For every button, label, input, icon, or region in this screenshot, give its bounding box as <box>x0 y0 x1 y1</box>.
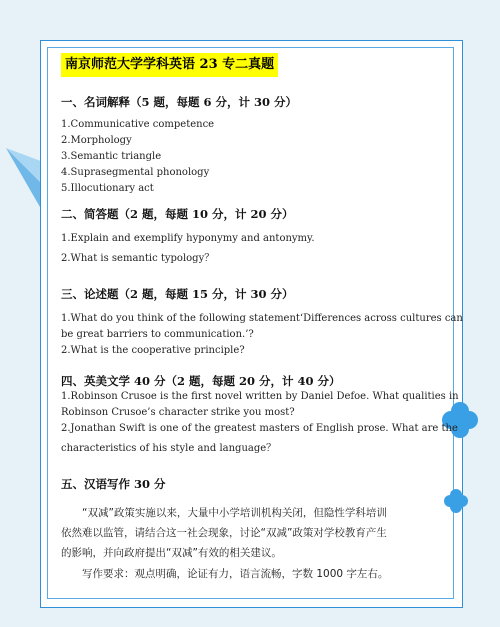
list-item: 2.What is semantic typology？ <box>61 253 215 264</box>
list-item: 4.Suprasegmental phonology <box>61 167 210 178</box>
list-item: 1.Communicative competence <box>61 119 215 130</box>
list-item: 2.Jonathan Swift is one of the greatest masters of English prose. What are the <box>61 423 458 434</box>
flower-blob-icon <box>440 400 480 440</box>
list-item: 2.What is the cooperative principle? <box>61 345 245 356</box>
list-item: 5.Illocutionary act <box>61 183 154 194</box>
list-item: 1.What do you think of the following statement‘Differences across cultures can <box>61 313 463 324</box>
document-title: 南京师范大学学科英语 23 专二真题 <box>61 53 278 77</box>
section-heading: 一、名词解释（5 题，每题 6 分，计 30 分） <box>61 95 298 109</box>
list-item: 2.Morphology <box>61 135 132 146</box>
paragraph-line: 写作要求：观点明确，论证有力，语言流畅，字数 1000 字左右。 <box>82 568 389 580</box>
list-item: 1.Robinson Crusoe is the first novel written by Daniel Defoe. What qualities in <box>61 391 459 402</box>
list-item: be great barriers to communication.’? <box>61 329 254 340</box>
section-heading: 二、简答题（2 题，每题 10 分，计 20 分） <box>61 207 294 221</box>
list-item: 3.Semantic triangle <box>61 151 162 162</box>
section-heading: 三、论述题（2 题，每题 15 分，计 30 分） <box>61 287 294 301</box>
list-item: Robinson Crusoe’s character strike you most? <box>61 407 295 418</box>
section-heading: 五、汉语写作 30 分 <box>61 477 166 491</box>
list-item: 1.Explain and exemplify hyponymy and antonymy. <box>61 233 315 244</box>
paragraph-line: 依然难以监管，请结合这一社会现象，讨论“双减”政策对学校教育产生 <box>61 527 387 539</box>
list-item: characteristics of his style and language？ <box>61 443 277 454</box>
paragraph-line: 的影响，并向政府提出“双减”有效的相关建议。 <box>61 547 282 559</box>
flower-blob-icon <box>444 488 469 513</box>
section-heading: 四、英美文学 40 分（2 题，每题 20 分，计 40 分） <box>61 374 341 388</box>
paragraph-line: “双减”政策实施以来，大量中小学培训机构关闭，但隐性学科培训 <box>82 507 387 519</box>
